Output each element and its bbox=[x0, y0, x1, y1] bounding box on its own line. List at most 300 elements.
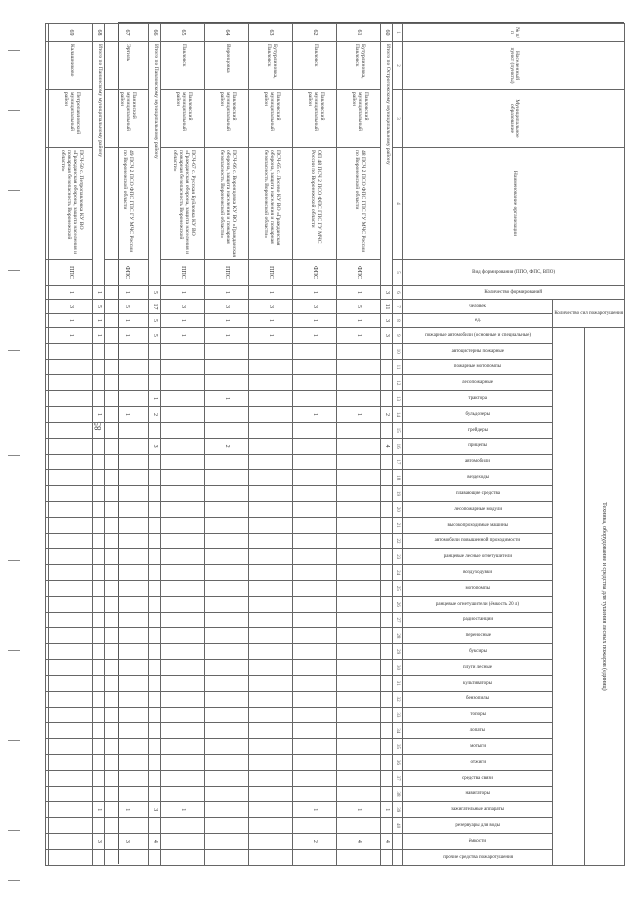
equipment-cell bbox=[381, 343, 393, 359]
equipment-cell bbox=[381, 849, 393, 865]
equipment-cell bbox=[93, 581, 105, 597]
header-equipment-label: бензопилы bbox=[466, 696, 490, 702]
row-number: 62 bbox=[293, 24, 337, 42]
settlement-cell: Эртиль bbox=[105, 42, 149, 90]
equipment-cell bbox=[49, 470, 93, 486]
equipment-cell bbox=[249, 802, 293, 818]
equipment-cell bbox=[49, 818, 93, 834]
type-cell: ППС bbox=[161, 260, 205, 286]
equipment-cell bbox=[105, 675, 149, 691]
equipment-cell bbox=[381, 818, 393, 834]
header-equipment-label: прочие средства пожаротушения bbox=[442, 854, 513, 860]
header-equipment-6 bbox=[403, 407, 553, 423]
equipment-cell bbox=[149, 596, 161, 612]
formations-cell: 1 bbox=[337, 286, 381, 300]
total-row bbox=[149, 24, 161, 866]
equipment-cell bbox=[205, 470, 249, 486]
equipment-cell bbox=[105, 754, 149, 770]
equipment-cell bbox=[293, 581, 337, 597]
staff-people-cell: 3 bbox=[205, 300, 249, 314]
equipment-cell bbox=[49, 660, 93, 676]
equipment-cell bbox=[337, 375, 381, 391]
equipment-cell: 1 bbox=[161, 802, 205, 818]
header-equipment-label: буксиры bbox=[468, 649, 487, 655]
equipment-cell: 1 bbox=[93, 802, 105, 818]
header-organization: Наименование организации bbox=[403, 148, 625, 260]
header-equipment-29 bbox=[403, 770, 553, 786]
header-equipment-label: лесопожарные bbox=[462, 380, 494, 386]
staff-units-cell: 1 bbox=[105, 314, 149, 328]
equipment-cell bbox=[205, 818, 249, 834]
header-equipment-1 bbox=[403, 328, 553, 344]
staff-units-cell: 3 bbox=[381, 314, 393, 328]
header-equipment-label: культиваторы bbox=[463, 680, 493, 686]
column-number: 37 bbox=[393, 770, 403, 786]
equipment-cell bbox=[381, 581, 393, 597]
equipment-cell bbox=[93, 391, 105, 407]
header-equipment-group: Техника, оборудование и средства для тушения лесных пожаров (единиц) bbox=[584, 328, 624, 866]
equipment-cell bbox=[249, 691, 293, 707]
header-equipment-23 bbox=[403, 675, 553, 691]
empty-cell bbox=[46, 300, 49, 314]
equipment-cell bbox=[105, 660, 149, 676]
equipment-cell bbox=[93, 849, 105, 865]
column-number: 12 bbox=[393, 375, 403, 391]
equipment-cell bbox=[381, 786, 393, 802]
equipment-cell bbox=[105, 391, 149, 407]
equipment-cell bbox=[93, 596, 105, 612]
equipment-cell bbox=[149, 375, 161, 391]
header-num: № п/п bbox=[403, 24, 625, 42]
formations-cell: 1 bbox=[105, 286, 149, 300]
equipment-cell bbox=[381, 707, 393, 723]
equipment-cell bbox=[381, 739, 393, 755]
equipment-cell bbox=[293, 644, 337, 660]
column-number: 1 bbox=[393, 24, 403, 42]
equipment-cell bbox=[105, 644, 149, 660]
row-number: 65 bbox=[161, 24, 205, 42]
header-equipment-27 bbox=[403, 739, 553, 755]
margin-tick bbox=[8, 830, 20, 831]
column-number: 11 bbox=[393, 359, 403, 375]
equipment-cell: 1 bbox=[93, 407, 105, 423]
equipment-cell bbox=[293, 596, 337, 612]
row-number: 67 bbox=[105, 24, 149, 42]
equipment-cell bbox=[381, 596, 393, 612]
header-equipment-22 bbox=[403, 660, 553, 676]
staff-people-cell: 3 bbox=[293, 300, 337, 314]
equipment-cell: 4 bbox=[337, 834, 381, 850]
equipment-cell bbox=[249, 565, 293, 581]
column-number: 16 bbox=[393, 438, 403, 454]
header-staff-units-label: ед. bbox=[474, 317, 481, 323]
header-equipment-label: лесопожарные модули bbox=[453, 506, 502, 512]
equipment-cell bbox=[105, 517, 149, 533]
equipment-cell bbox=[337, 501, 381, 517]
equipment-cell bbox=[337, 691, 381, 707]
equipment-cell bbox=[249, 612, 293, 628]
header-equipment-label: зажигательные аппараты bbox=[451, 807, 505, 813]
column-number: 13 bbox=[393, 391, 403, 407]
equipment-cell bbox=[337, 723, 381, 739]
equipment-cell bbox=[293, 454, 337, 470]
equipment-cell bbox=[161, 628, 205, 644]
header-equipment-label: навигаторы bbox=[465, 791, 491, 797]
equipment-cell bbox=[337, 486, 381, 502]
equipment-cell bbox=[249, 628, 293, 644]
row-number: 63 bbox=[249, 24, 293, 42]
equipment-cell bbox=[49, 596, 93, 612]
header-staff-people-label: человек bbox=[469, 303, 487, 309]
equipment-cell bbox=[293, 343, 337, 359]
header-equipment-label: трактора bbox=[468, 396, 488, 402]
equipment-cell bbox=[49, 707, 93, 723]
equipment-cell bbox=[381, 549, 393, 565]
column-number: 6 bbox=[393, 286, 403, 300]
equipment-cell bbox=[105, 581, 149, 597]
header-staff-units bbox=[403, 314, 553, 328]
equipment-cell bbox=[49, 454, 93, 470]
type-cell: ППС bbox=[205, 260, 249, 286]
equipment-cell bbox=[49, 691, 93, 707]
equipment-cell bbox=[205, 660, 249, 676]
type-cell: ФПС bbox=[293, 260, 337, 286]
equipment-cell bbox=[293, 675, 337, 691]
empty-cell bbox=[46, 343, 49, 359]
equipment-cell bbox=[293, 770, 337, 786]
empty-cell bbox=[46, 549, 49, 565]
equipment-cell bbox=[205, 644, 249, 660]
staff-people-cell: 3 bbox=[249, 300, 293, 314]
equipment-cell bbox=[293, 707, 337, 723]
equipment-cell bbox=[49, 343, 93, 359]
column-number: 17 bbox=[393, 454, 403, 470]
equipment-cell bbox=[381, 565, 393, 581]
column-number: 36 bbox=[393, 754, 403, 770]
equipment-cell bbox=[293, 391, 337, 407]
column-number: 34 bbox=[393, 723, 403, 739]
equipment-cell bbox=[49, 612, 93, 628]
equipment-cell bbox=[161, 407, 205, 423]
equipment-cell: 1 bbox=[381, 802, 393, 818]
equipment-cell bbox=[293, 533, 337, 549]
column-number: 7 bbox=[393, 300, 403, 314]
equipment-cell bbox=[149, 723, 161, 739]
empty-cell bbox=[46, 501, 49, 517]
empty-cell bbox=[46, 739, 49, 755]
equipment-cell bbox=[161, 834, 205, 850]
equipment-cell bbox=[149, 501, 161, 517]
column-number bbox=[393, 834, 403, 850]
equipment-cell bbox=[205, 739, 249, 755]
formations-cell: 1 bbox=[49, 286, 93, 300]
equipment-cell bbox=[93, 739, 105, 755]
column-number: 14 bbox=[393, 407, 403, 423]
equipment-cell bbox=[337, 454, 381, 470]
column-number: 19 bbox=[393, 486, 403, 502]
equipment-cell bbox=[293, 739, 337, 755]
equipment-cell bbox=[249, 422, 293, 438]
equipment-cell bbox=[49, 565, 93, 581]
total-row bbox=[381, 24, 393, 866]
equipment-cell bbox=[105, 422, 149, 438]
equipment-cell bbox=[381, 660, 393, 676]
filler-row bbox=[46, 24, 49, 866]
equipment-cell: 1 bbox=[105, 802, 149, 818]
equipment-cell bbox=[149, 343, 161, 359]
margin-tick bbox=[8, 740, 20, 741]
equipment-cell bbox=[105, 596, 149, 612]
page-number: 85 bbox=[93, 421, 103, 431]
equipment-cell bbox=[105, 501, 149, 517]
equipment-cell bbox=[161, 517, 205, 533]
equipment-cell bbox=[337, 422, 381, 438]
empty-cell bbox=[46, 314, 49, 328]
formations-cell: 1 bbox=[293, 286, 337, 300]
equipment-cell bbox=[149, 470, 161, 486]
empty-cell bbox=[46, 438, 49, 454]
table-row bbox=[249, 24, 293, 866]
equipment-cell: 1 bbox=[149, 391, 161, 407]
equipment-cell bbox=[149, 454, 161, 470]
equipment-cell bbox=[49, 375, 93, 391]
equipment-cell bbox=[149, 739, 161, 755]
equipment-cell bbox=[105, 723, 149, 739]
header-equipment-label: бульдозеры bbox=[465, 411, 491, 417]
column-number: 8 bbox=[393, 314, 403, 328]
header-equipment-16 bbox=[403, 565, 553, 581]
equipment-cell bbox=[205, 533, 249, 549]
empty-cell bbox=[46, 723, 49, 739]
equipment-cell bbox=[249, 549, 293, 565]
staff-units-cell: 1 bbox=[93, 314, 105, 328]
header-equipment-17 bbox=[403, 581, 553, 597]
header-formations-label: Количество формирований bbox=[484, 289, 543, 295]
header-equipment-19 bbox=[403, 612, 553, 628]
row-number: 61 bbox=[337, 24, 381, 42]
equipment-cell bbox=[249, 723, 293, 739]
empty-cell bbox=[46, 754, 49, 770]
equipment-cell bbox=[149, 660, 161, 676]
column-number: 10 bbox=[393, 343, 403, 359]
header-equipment-label: ёмкости bbox=[469, 838, 487, 844]
equipment-cell: 5 bbox=[149, 328, 161, 344]
equipment-cell: 1 bbox=[105, 407, 149, 423]
equipment-cell bbox=[293, 849, 337, 865]
equipment-cell: 3 bbox=[149, 802, 161, 818]
equipment-cell bbox=[93, 549, 105, 565]
equipment-cell bbox=[105, 612, 149, 628]
equipment-cell bbox=[205, 596, 249, 612]
header-equipment-label: пожарные автомобили (основные и специальные) bbox=[424, 332, 531, 338]
column-number: 5 bbox=[393, 260, 403, 286]
equipment-cell bbox=[105, 486, 149, 502]
equipment-cell bbox=[205, 675, 249, 691]
table-row bbox=[161, 24, 205, 866]
settlement-cell: Бутурлиновка, Павловск bbox=[337, 42, 381, 90]
empty-cell bbox=[46, 90, 49, 148]
header-equipment-25 bbox=[403, 707, 553, 723]
margin-tick bbox=[8, 110, 20, 111]
column-number: 31 bbox=[393, 675, 403, 691]
equipment-cell: 1 bbox=[293, 328, 337, 344]
organization-cell: ПСЧ-67 с. Русская Буйловка КУ ВО «Гражданская оборона, защита населения и пожарная безопасность Воронежской области» bbox=[161, 148, 205, 260]
type-cell: ФПС bbox=[337, 260, 381, 286]
settlement-cell: Бутурлиновка, Павловск bbox=[249, 42, 293, 90]
empty-cell bbox=[46, 470, 49, 486]
header-equipment-label: лопаты bbox=[470, 728, 486, 734]
equipment-cell bbox=[249, 660, 293, 676]
equipment-cell bbox=[293, 612, 337, 628]
equipment-cell bbox=[381, 454, 393, 470]
equipment-cell bbox=[161, 739, 205, 755]
equipment-cell bbox=[161, 612, 205, 628]
header-equipment-7 bbox=[403, 422, 553, 438]
equipment-cell bbox=[93, 675, 105, 691]
formations-cell: 1 bbox=[93, 286, 105, 300]
equipment-cell bbox=[249, 391, 293, 407]
empty-cell bbox=[46, 691, 49, 707]
equipment-cell bbox=[105, 770, 149, 786]
header-equipment-label: топоры bbox=[470, 712, 486, 718]
margin-tick bbox=[8, 350, 20, 351]
empty-cell bbox=[46, 628, 49, 644]
column-number: 22 bbox=[393, 533, 403, 549]
equipment-cell bbox=[205, 707, 249, 723]
equipment-cell: 3 bbox=[149, 438, 161, 454]
equipment-cell bbox=[205, 549, 249, 565]
equipment-cell bbox=[161, 470, 205, 486]
equipment-cell bbox=[381, 628, 393, 644]
header-municipality: Муниципальное образование bbox=[403, 90, 625, 148]
equipment-cell bbox=[161, 438, 205, 454]
column-number: 24 bbox=[393, 565, 403, 581]
equipment-cell bbox=[205, 454, 249, 470]
equipment-cell bbox=[249, 675, 293, 691]
table-row bbox=[105, 24, 149, 866]
header-equipment-28 bbox=[403, 754, 553, 770]
equipment-cell bbox=[249, 739, 293, 755]
equipment-cell bbox=[93, 723, 105, 739]
row-number: 66 bbox=[149, 24, 161, 42]
equipment-cell bbox=[93, 770, 105, 786]
equipment-cell bbox=[249, 834, 293, 850]
equipment-cell bbox=[149, 786, 161, 802]
equipment-cell bbox=[105, 470, 149, 486]
equipment-cell bbox=[49, 486, 93, 502]
equipment-cell bbox=[381, 644, 393, 660]
equipment-cell bbox=[49, 517, 93, 533]
equipment-cell bbox=[205, 691, 249, 707]
equipment-cell bbox=[337, 770, 381, 786]
header-equipment-label: прицепы bbox=[468, 443, 488, 449]
equipment-cell bbox=[337, 612, 381, 628]
header-equipment-label: ранцевые огнетушители (ёмкость 20 л) bbox=[436, 601, 520, 607]
equipment-cell bbox=[205, 501, 249, 517]
empty-cell bbox=[46, 286, 49, 300]
header-formations bbox=[403, 286, 625, 300]
empty-cell bbox=[46, 148, 49, 260]
equipment-cell bbox=[93, 628, 105, 644]
empty-cell bbox=[46, 707, 49, 723]
staff-people-cell: 5 bbox=[93, 300, 105, 314]
equipment-cell: 3 bbox=[105, 834, 149, 850]
row-number: 68 bbox=[93, 24, 105, 42]
header-equipment-5 bbox=[403, 391, 553, 407]
equipment-cell: 2 bbox=[205, 438, 249, 454]
equipment-cell bbox=[93, 644, 105, 660]
equipment-cell bbox=[105, 786, 149, 802]
header-equipment-label: воздуходувки bbox=[463, 569, 493, 575]
equipment-cell bbox=[161, 723, 205, 739]
header-equipment-label: радиостанции bbox=[462, 617, 493, 623]
total-label: Итого по Павловскому муниципальному району bbox=[149, 42, 161, 286]
empty-cell bbox=[46, 581, 49, 597]
equipment-cell bbox=[105, 849, 149, 865]
header-staff bbox=[553, 300, 625, 328]
equipment-cell bbox=[293, 754, 337, 770]
equipment-cell bbox=[49, 422, 93, 438]
municipality-cell: Панинский муниципальный район bbox=[105, 90, 149, 148]
header-equipment-26 bbox=[403, 723, 553, 739]
empty-cell bbox=[46, 660, 49, 676]
equipment-cell bbox=[161, 818, 205, 834]
equipment-cell bbox=[381, 723, 393, 739]
header-equipment-band bbox=[553, 328, 584, 866]
equipment-cell bbox=[161, 691, 205, 707]
equipment-cell bbox=[161, 533, 205, 549]
equipment-cell bbox=[249, 470, 293, 486]
equipment-cell bbox=[93, 612, 105, 628]
equipment-cell: 1 bbox=[293, 802, 337, 818]
equipment-cell bbox=[205, 565, 249, 581]
equipment-cell bbox=[161, 501, 205, 517]
column-number: 20 bbox=[393, 501, 403, 517]
municipality-cell: Петропавловский муниципальный район bbox=[49, 90, 93, 148]
equipment-cell bbox=[149, 818, 161, 834]
margin-tick bbox=[8, 455, 20, 456]
equipment-cell bbox=[205, 612, 249, 628]
equipment-cell bbox=[149, 849, 161, 865]
settlement-cell: Павловск bbox=[161, 42, 205, 90]
equipment-cell bbox=[93, 343, 105, 359]
header-type bbox=[403, 260, 625, 286]
equipment-cell bbox=[205, 834, 249, 850]
equipment-cell: 1 bbox=[105, 328, 149, 344]
header-equipment-33 bbox=[403, 834, 553, 850]
equipment-cell bbox=[249, 786, 293, 802]
formations-cell: 1 bbox=[161, 286, 205, 300]
organization-cell: 49 ПСЧ 2 ПСО ФПС ГПС ГУ МЧС России по Воронежской области bbox=[105, 148, 149, 260]
empty-cell bbox=[46, 596, 49, 612]
staff-units-cell: 1 bbox=[205, 314, 249, 328]
equipment-cell bbox=[161, 660, 205, 676]
header-equipment-label: высокопроходимые машины bbox=[447, 522, 509, 528]
equipment-cell bbox=[93, 359, 105, 375]
equipment-cell bbox=[161, 359, 205, 375]
column-number: 33 bbox=[393, 707, 403, 723]
fire-equipment-table bbox=[45, 23, 625, 866]
equipment-cell bbox=[205, 343, 249, 359]
equipment-cell bbox=[93, 565, 105, 581]
column-number: 23 bbox=[393, 549, 403, 565]
equipment-cell bbox=[93, 754, 105, 770]
empty-cell bbox=[46, 770, 49, 786]
row-number: 64 bbox=[205, 24, 249, 42]
equipment-cell bbox=[381, 770, 393, 786]
empty-cell bbox=[46, 42, 49, 90]
equipment-cell bbox=[249, 486, 293, 502]
